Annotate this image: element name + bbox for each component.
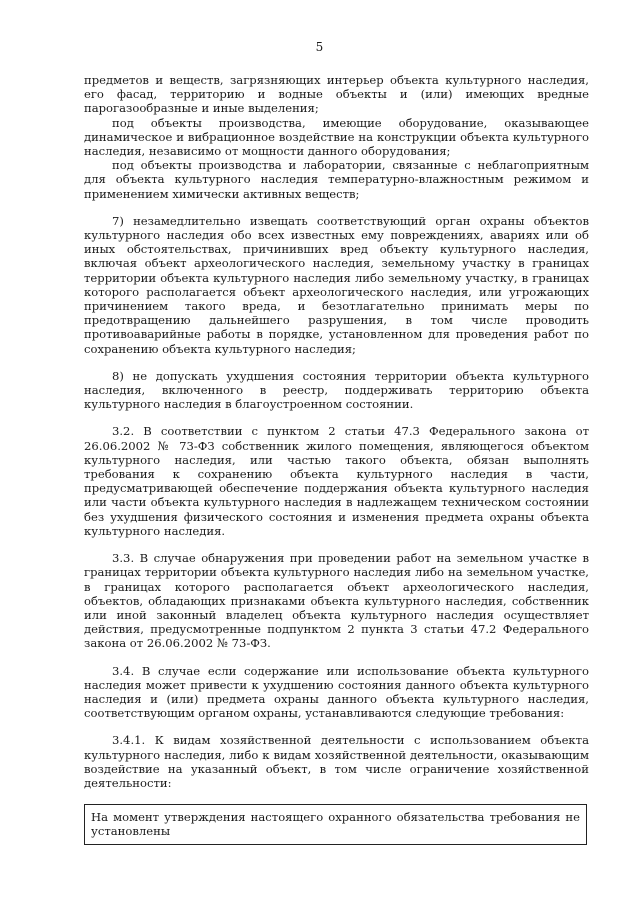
paragraph-production-vibration: под объекты производства, имеющие оборудование, оказывающее динамическое и вибрационное воздействие на конструкции объекта культурного наследия, независимо от мощности данного оборудования; (84, 115, 589, 159)
paragraph-item-8: 8) не допускать ухудшения состояния территории объекта культурного наследия, включенного в реестр, поддерживать территорию объекта культурного наследия в благоустроенном состоянии. (84, 368, 589, 412)
paragraph-3-4: 3.4. В случае если содержание или использование объекта культурного наследия может привести к ухудшению состояния данного объекта культурного наследия и (или) предмета охраны данного объекта культурного наследия, соответствующим органом охраны, устанавливаются следующие требования: (84, 663, 589, 721)
paragraph-substances: предметов и веществ, загрязняющих интерьер объекта культурного наследия, его фасад, территорию и водные объекты и (или) имеющих вредные парогазообразные и иные выделения; (84, 73, 589, 116)
requirements-box: На момент утверждения настоящего охранного обязательства требования не установлены (84, 804, 587, 844)
paragraph-3-2: 3.2. В соответствии с пунктом 2 статьи 47.3 Федерального закона от 26.06.2002 № 73-ФЗ собственник жилого помещения, являющегося объектом культурного наследия, или частью такого объекта, обязан выполнять требования к сохранению объекта культурного наследия в части, предусматривающей обеспечение поддержания объекта культурного наследия или части объекта культурного наследия в надлежащем техническом состоянии без ухудшения физического состояния и изменения предмета охраны объекта культурного наследия. (84, 424, 589, 538)
paragraph-3-3: 3.3. В случае обнаружения при проведении работ на земельном участке в границах территории объекта культурного наследия либо на земельном участке, в границах которого располагается объект археологического наследия, объектов, обладающих признаками объекта культурного наследия, собственник или иной законный владелец объекта культурного наследия осуществляет действия, предусмотренные подпунктом 2 пункта 3 статьи 47.2 Федерального закона от 26.06.2002 № 73-ФЗ. (84, 551, 589, 651)
paragraph-item-7: 7) незамедлительно извещать соответствующий орган охраны объектов культурного наследия обо всех известных ему повреждениях, авариях или об иных обстоятельствах, причинивших вред объекту культурного наследия, включая объект археологического наследия, земельному участку в границах территории объекта культурного наследия либо земельному участку, в границах которого располагается объект археологического наследия, или угрожающих причинением такого вреда, и безотлагательно принимать меры по предотвращению дальнейшего разрушения, в том числе проводить противоаварийные работы в порядке, установленном для проведения работ по сохранению объекта культурного наследия; (84, 213, 589, 356)
paragraph-production-labs: под объекты производства и лаборатории, связанные с неблагоприятным для объекта культурного наследия температурно-влажностным режимом и применением химически активных веществ; (84, 158, 589, 201)
paragraph-3-4-1: 3.4.1. К видам хозяйственной деятельности с использованием объекта культурного наследия, либо к видам хозяйственной деятельности, оказывающим воздействие на указанный объект, в том числе ограничение хозяйственной деятельности: (84, 733, 589, 790)
document-body (84, 73, 589, 845)
page-number: 5 (315, 40, 324, 54)
